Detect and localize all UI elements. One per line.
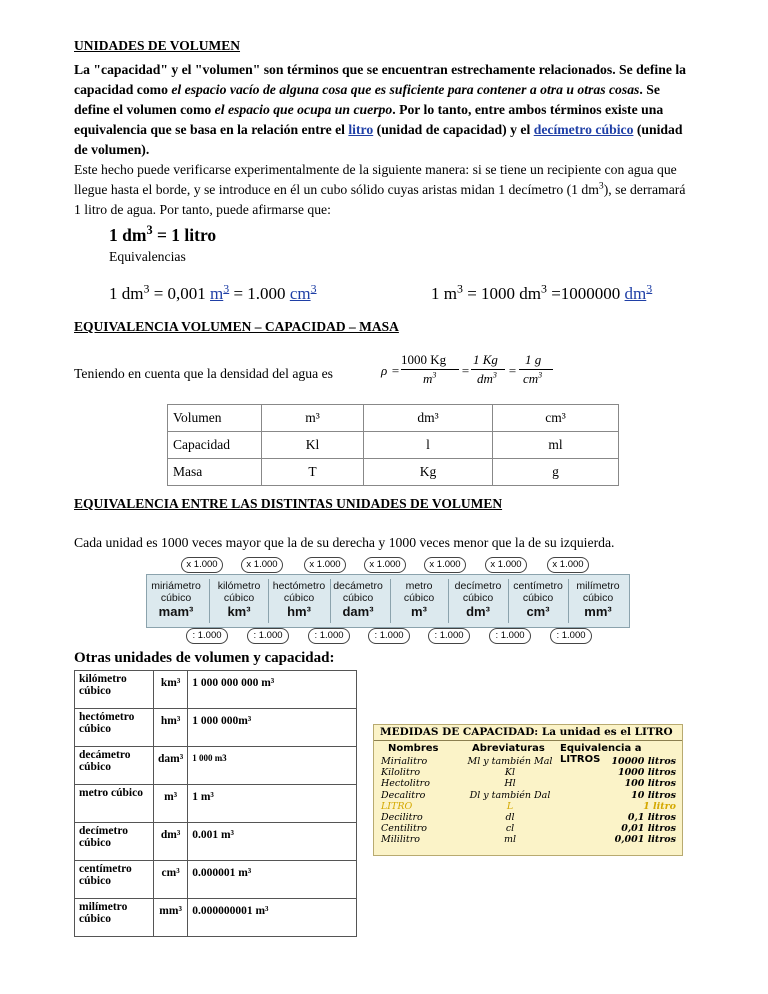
unit-cell: milímetro cúbico mm³: [576, 580, 620, 619]
multiplier-bubble: x 1.000: [304, 557, 346, 573]
intro-italic-2: el espacio que ocupa un cuerpo: [214, 102, 393, 117]
capacity-measures-box: [373, 724, 683, 856]
intro-italic-1: el espacio vacío de alguna cosa que es suficiente para contener a otra u otras cosas: [171, 82, 640, 97]
density-text: Teniendo en cuenta que la densidad del agua es: [74, 366, 333, 381]
divider-bubble: : 1.000: [550, 628, 592, 644]
table-row: milímetro cúbico mm³ 0.000000001 m³: [75, 899, 357, 937]
multiplier-bubble: x 1.000: [547, 557, 589, 573]
other-units-table: [74, 670, 357, 937]
unit-cell: kilómetro cúbico km³: [217, 580, 261, 619]
equivalence-left: 1 $dm^3 = 0,001$ $m^3 = 1.000$ $cm^3$: [109, 281, 317, 303]
heading-unidades: UNIDADES DE VOLUMEN: [74, 38, 241, 53]
capacity-box-title: MEDIDAS DE CAPACIDAD: La unidad es el LITRO: [374, 725, 682, 741]
volume-capacity-mass-table: [167, 404, 619, 486]
intro-text: . Por lo tanto, entre ambos términos existe una equivalencia que se basa en la relación entre el: [74, 102, 664, 137]
cm3-link[interactable]: cm: [289, 284, 311, 303]
dm3-litro-equation: 1 $dm^3 = 1$ litro: [109, 223, 217, 245]
density-formula: ρ = 1000 Kg $m^3$ = 1 Kg $dm^3$ = 1 g $cm^3$: [381, 350, 581, 390]
table-row: decámetro cúbico dam³ 1 000 m3: [75, 747, 357, 785]
divider-bubble: : 1.000: [308, 628, 350, 644]
unit-cell: hectómetro cúbico hm³: [272, 580, 326, 619]
rule-text: Cada unidad es 1000 veces mayor que la de su derecha y 1000 veces menor que la de su izquierda.: [74, 535, 615, 550]
col-header-abbr: Abreviaturas: [472, 743, 545, 754]
unit-cell: centímetro cúbico cm³: [513, 580, 563, 619]
table-row: Volumen m³ dm³ cm³: [168, 405, 619, 432]
unit-cell: metro cúbico m³: [403, 580, 435, 619]
table-row: centímetro cúbico cm³ 0.000001 m³: [75, 861, 357, 899]
m3-link[interactable]: m: [210, 284, 224, 303]
intro-text: La "capacidad" y el "volumen" son términos que se encuentran estrechamente relacionados. Se define la capacidad como: [74, 62, 686, 97]
divider-bubble: : 1.000: [186, 628, 228, 644]
multiplier-bubble: x 1.000: [181, 557, 223, 573]
experiment-paragraph: Este hecho puede verificarse experimentalmente de la siguiente manera: si se tiene un recipiente con agua que llegue hasta el borde, y se introduce en él un cubo sólido cuyas aristas midan 1 decímetro (1 $dm^3$), se derramará 1 litro de agua. Por tanto, puede afirmarse que:: [74, 162, 686, 217]
abbr-column: Ml y también Mal Kl Hl Dl y también Dal L dl cl ml: [467, 756, 553, 846]
divider-bubble: : 1.000: [368, 628, 410, 644]
multiplier-bubble: x 1.000: [485, 557, 527, 573]
experiment-text: ), se derramará 1 litro de agua. Por tanto, puede afirmarse que:: [74, 182, 686, 217]
table-row: kilómetro cúbico km³ 1 000 000 000 m³: [75, 671, 357, 709]
intro-paragraph: [74, 60, 689, 160]
unit-cell: miriámetro cúbico mam³: [151, 580, 201, 619]
unit-cell: decámetro cúbico dam³: [333, 580, 383, 619]
intro-text: (unidad de capacidad) y el: [373, 122, 534, 137]
decimetro-cubico-link[interactable]: decímetro cúbico: [533, 122, 634, 137]
table-row: Capacidad Kl l ml: [168, 432, 619, 459]
divider-bubble: : 1.000: [489, 628, 531, 644]
multiplier-bubble: x 1.000: [364, 557, 406, 573]
table-row: metro cúbico m³ 1 m³: [75, 785, 357, 823]
names-column: Mirialitro Kilolitro Hectolitro Decalitro LITRO Decilitro Centilitro Mililitro: [381, 756, 430, 846]
equivalencias-label: Equivalencias: [109, 249, 186, 264]
heading-volumen-capacidad-masa: EQUIVALENCIA VOLUMEN – CAPACIDAD – MASA: [74, 319, 399, 334]
equivalence-right: 1 $m^3 = 1000$ $dm^3 =1000000$ $dm^3$: [431, 281, 653, 303]
dm3-link[interactable]: dm: [624, 284, 647, 303]
table-row: Masa T Kg g: [168, 459, 619, 486]
heading-otras-unidades: Otras unidades de volumen y capacidad:: [74, 650, 335, 666]
eq-column: 10000 litros 1000 litros 100 litros 10 litros 1 litro 0,1 litros 0,01 litros 0,001 litros: [611, 756, 676, 846]
divider-bubble: : 1.000: [428, 628, 470, 644]
multiplier-bubble: x 1.000: [241, 557, 283, 573]
heading-unidades-volumen: EQUIVALENCIA ENTRE LAS DISTINTAS UNIDADES DE VOLUMEN: [74, 496, 503, 511]
table-row: hectómetro cúbico hm³ 1 000 000m³: [75, 709, 357, 747]
experiment-text: Este hecho puede verificarse experimentalmente de la siguiente manera: si se tiene un recipiente con agua que llegue hasta el borde, y se introduce en él un cubo sólido cuyas aristas midan 1 decímetro (1 dm: [74, 162, 677, 197]
divider-bubble: : 1.000: [247, 628, 289, 644]
table-row: decímetro cúbico dm³ 0.001 m³: [75, 823, 357, 861]
volume-unit-strip: [146, 574, 630, 628]
col-header-eq: Equivalencia a LITROS: [560, 743, 642, 765]
multiplier-bubble: x 1.000: [424, 557, 466, 573]
intro-text: (unidad de volumen).: [74, 122, 683, 157]
litro-link[interactable]: litro: [348, 122, 374, 137]
intro-text: . Se define el volumen como: [74, 82, 660, 117]
col-header-names: Nombres: [388, 743, 439, 754]
unit-cell: decímetro cúbico dm³: [454, 580, 502, 619]
